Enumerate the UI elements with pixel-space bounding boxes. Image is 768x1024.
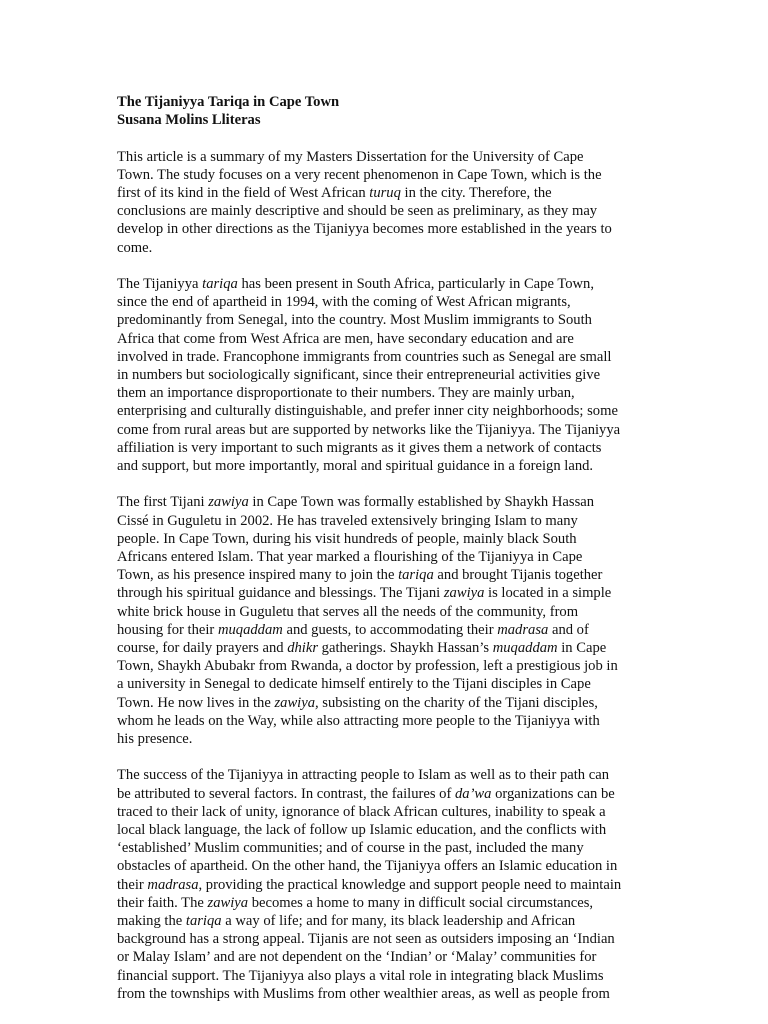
text-line: predominantly from Senegal, into the country. Most Muslim immigrants to South bbox=[117, 312, 592, 329]
text-line: white brick house in Guguletu that serves all the needs of the community, from bbox=[117, 603, 579, 620]
text-line: Town. The study focuses on a very recent phenomenon in Cape Town, which is the bbox=[117, 166, 602, 183]
text-run: course, for daily prayers and bbox=[117, 640, 288, 657]
text-line: affiliation is very important to such migrants as it gives them a network of contacts bbox=[117, 439, 602, 456]
text-line: come. bbox=[117, 239, 153, 256]
text-line: come from rural areas but are supported by networks like the Tijaniyya. The Tijaniyya bbox=[117, 421, 621, 438]
body-paragraph bbox=[117, 148, 647, 257]
text-run: be attributed to several factors. In contrast, the failures of bbox=[117, 785, 455, 802]
text-run: housing for their bbox=[117, 621, 218, 638]
italic-term: dhikr bbox=[287, 640, 319, 657]
text-line bbox=[117, 785, 647, 803]
text-run: making the bbox=[117, 913, 186, 930]
text-line bbox=[117, 584, 647, 602]
italic-term: zawiya, bbox=[274, 694, 319, 711]
text-line: background has a strong appeal. Tijanis are not seen as outsiders imposing an ‘Indian bbox=[117, 931, 615, 948]
text-line bbox=[117, 694, 647, 712]
text-line: develop in other directions as the Tijaniyya becomes more established in the years to bbox=[117, 221, 612, 238]
text-line: This article is a summary of my Masters Dissertation for the University of Cape bbox=[117, 148, 584, 165]
text-line: or Malay Islam’ and are not dependent on the ‘Indian’ or ‘Malay’ communities for bbox=[117, 949, 597, 966]
italic-term: zawiya bbox=[207, 894, 249, 911]
text-line: obstacles of apartheid. On the other hand, the Tijaniyya offers an Islamic education in bbox=[117, 858, 618, 875]
text-run: first of its kind in the field of West African bbox=[117, 185, 370, 201]
body-paragraph bbox=[117, 275, 647, 475]
text-run: and of bbox=[548, 621, 589, 638]
document-header bbox=[117, 93, 647, 129]
text-run: in Cape Town was formally established by Shaykh Hassan bbox=[248, 494, 595, 511]
italic-term: zawiya bbox=[208, 494, 249, 511]
text-run: The first Tijani bbox=[117, 494, 209, 511]
text-line bbox=[117, 184, 647, 202]
italic-term: madrasa bbox=[147, 876, 199, 893]
text-line bbox=[117, 621, 647, 639]
text-line: whom he leads on the Way, while also attracting more people to the Tijaniyya with bbox=[117, 712, 600, 729]
text-line bbox=[117, 876, 647, 894]
text-run: and brought Tijanis together bbox=[433, 567, 603, 584]
text-run: becomes a home to many in difficult social circumstances, bbox=[248, 894, 594, 911]
document-page bbox=[117, 93, 647, 1021]
text-run: Town. He now lives in the bbox=[117, 694, 275, 711]
text-line: them an importance disproportionate to their numbers. They are mainly urban, bbox=[117, 385, 575, 402]
text-line: The success of the Tijaniyya in attracting people to Islam as well as to their path can bbox=[117, 767, 610, 784]
text-line: conclusions are mainly descriptive and should be seen as preliminary, as they may bbox=[117, 203, 598, 220]
text-line: since the end of apartheid in 1994, with the coming of West African migrants, bbox=[117, 294, 571, 311]
text-line bbox=[117, 639, 647, 657]
text-line: a university in Senegal to dedicate himself entirely to the Tijani disciples in Cape bbox=[117, 676, 591, 693]
text-line bbox=[117, 566, 647, 584]
text-line: and support, but more importantly, moral and spiritual guidance in a foreign land. bbox=[117, 458, 594, 475]
text-run: organizations can be bbox=[491, 785, 615, 802]
body-paragraph bbox=[117, 493, 647, 748]
text-line: ‘established’ Muslim communities; and of course in the past, included the many bbox=[117, 840, 584, 857]
document-title: The Tijaniyya Tariqa in Cape Town bbox=[117, 94, 340, 110]
italic-term: tariqa bbox=[185, 913, 222, 930]
text-run: has been present in South Africa, particularly in Cape Town, bbox=[237, 276, 594, 292]
text-run: their bbox=[117, 876, 148, 893]
text-line: Cissé in Guguletu in 2002. He has traveled extensively bringing Islam to many bbox=[117, 512, 578, 529]
text-run: their faith. The bbox=[117, 894, 208, 911]
text-line: involved in trade. Francophone immigrants from countries such as Senegal are small bbox=[117, 348, 612, 365]
italic-term: turuq bbox=[369, 185, 401, 201]
text-run: gatherings. Shaykh Hassan’s bbox=[318, 640, 493, 657]
text-line bbox=[117, 493, 647, 511]
italic-term: muqaddam bbox=[492, 640, 558, 657]
text-line bbox=[117, 912, 647, 930]
text-run: in the city. Therefore, the bbox=[400, 185, 552, 201]
text-run: a way of life; and for many, its black leadership and African bbox=[221, 913, 576, 930]
text-line: enterprising and culturally distinguishable, and prefer inner city neighborhoods; some bbox=[117, 403, 618, 420]
text-line: Africa that come from West Africa are men, have secondary education and are bbox=[117, 330, 574, 347]
text-run: and guests, to accommodating their bbox=[282, 621, 498, 638]
text-run: is located in a simple bbox=[484, 585, 612, 602]
italic-term: tariqa bbox=[202, 276, 238, 292]
text-run: The Tijaniyya bbox=[117, 276, 203, 292]
text-line bbox=[117, 275, 647, 293]
body-paragraph bbox=[117, 766, 647, 1003]
text-line: people. In Cape Town, during his visit hundreds of people, mainly black South bbox=[117, 530, 577, 547]
document-author: Susana Molins Lliteras bbox=[117, 112, 261, 129]
text-run: in Cape bbox=[557, 640, 607, 657]
text-line: from the townships with Muslims from other wealthier areas, as well as people from bbox=[117, 985, 610, 1002]
text-line: his presence. bbox=[117, 731, 193, 748]
text-run: through his spiritual guidance and blessings. The Tijani bbox=[117, 585, 444, 602]
text-line bbox=[117, 894, 647, 912]
italic-term: tariqa bbox=[398, 567, 434, 584]
italic-term: zawiya bbox=[443, 585, 485, 602]
text-line: Town, Shaykh Abubakr from Rwanda, a doctor by profession, left a prestigious job in bbox=[117, 658, 618, 675]
text-run: Town, as his presence inspired many to join the bbox=[117, 567, 399, 584]
italic-term: muqaddam bbox=[217, 621, 283, 638]
text-line: in numbers but sociologically significant, since their entrepreneurial activities give bbox=[117, 367, 601, 384]
text-run: , providing the practical knowledge and support people need to maintain bbox=[198, 876, 622, 893]
document-body bbox=[117, 148, 647, 1004]
text-line: traced to their lack of unity, ignorance of black African cultures, inability to speak a bbox=[117, 803, 606, 820]
text-line: financial support. The Tijaniyya also plays a vital role in integrating black Muslims bbox=[117, 967, 604, 984]
text-line: Africans entered Islam. That year marked a flourishing of the Tijaniyya in Cape bbox=[117, 549, 583, 566]
text-line: local black language, the lack of follow up Islamic education, and the conflicts with bbox=[117, 822, 607, 839]
italic-term: da’wa bbox=[454, 785, 492, 802]
text-run: subsisting on the charity of the Tijani disciples, bbox=[318, 694, 598, 711]
italic-term: madrasa bbox=[497, 621, 549, 638]
